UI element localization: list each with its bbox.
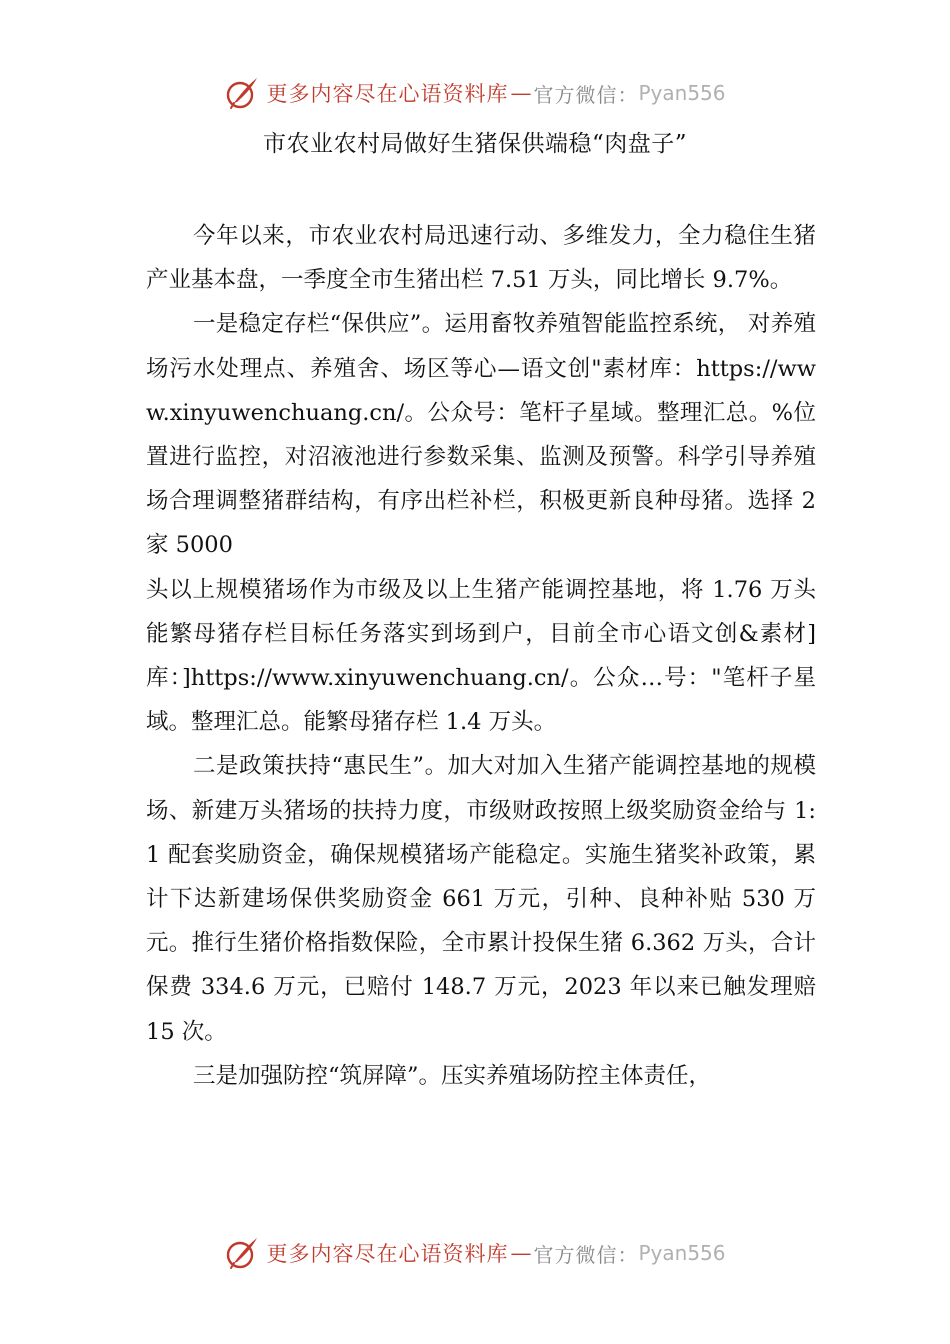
watermark-separator: — bbox=[510, 81, 532, 105]
paragraph-stock-supply: 一是稳定存栏“保供应”。运用畜牧养殖智能监控系统， 对养殖场污水处理点、养殖舍、场区等心—语文创"素材库：https://www.xinyuwenchuang.cn/。公众号：笔杆子星域。整理汇总。%位置进行监控，对沼液池进行参数采集、监测及预警。科学引导养殖场合理调整猪群结构，有序出栏补栏，积极更新良种母猪。选择 2 家 5000 bbox=[146, 311, 816, 559]
watermark-text: 更多内容尽在心语资料库 bbox=[266, 1242, 509, 1266]
document-title: 市农业农村局做好生猪保供端稳“肉盘子” bbox=[262, 131, 688, 157]
wechat-label: 官方微信： bbox=[533, 1242, 639, 1267]
wechat-id: Pyan556 bbox=[638, 81, 726, 105]
wechat-id: Pyan556 bbox=[638, 1241, 726, 1265]
paragraph-prevention: 三是加强防控“筑屏障”。压实养殖场防控主体责任， bbox=[193, 1062, 712, 1089]
document-body bbox=[146, 214, 816, 1098]
wechat-label: 官方微信： bbox=[533, 82, 639, 107]
footer-watermark bbox=[0, 1230, 950, 1276]
header-watermark bbox=[0, 70, 950, 116]
paragraph-intro: 今年以来，市农业农村局迅速行动、多维发力，全力稳住生猪产业基本盘，一季度全市生猪出栏 7.51 万头，同比增长 9.7%。 bbox=[146, 223, 816, 294]
watermark-separator: — bbox=[510, 1241, 532, 1265]
quill-pen-icon bbox=[224, 1235, 260, 1271]
quill-pen-icon bbox=[224, 75, 260, 111]
watermark-text: 更多内容尽在心语资料库 bbox=[266, 82, 509, 106]
paragraph-capacity-base: 头以上规模猪场作为市级及以上生猪产能调控基地，将 1.76 万头能繁母猪存栏目标任务落实到场到户，目前全市心语文创&素材]库：]https://www.xinyuwenchuang.cn/。公众…号："笔杆子星域。整理汇总。能繁母猪存栏 1.4 万头。 bbox=[146, 576, 816, 736]
paragraph-policy-support: 二是政策扶持“惠民生”。加大对加入生猪产能调控基地的规模场、新建万头猪场的扶持力度，市级财政按照上级奖励资金给与 1:1 配套奖励资金，确保规模猪场产能稳定。实施生猪奖补政策，累计下达新建场保供奖励资金 661 万元，引种、良种补贴 530 万元。推行生猪价格指数保险，全市累计投保生猪 6.362 万头，合计保费 334.6 万元，已赔付 148.7 万元，2023 年以来已触发理赔 15 次。 bbox=[146, 753, 816, 1045]
